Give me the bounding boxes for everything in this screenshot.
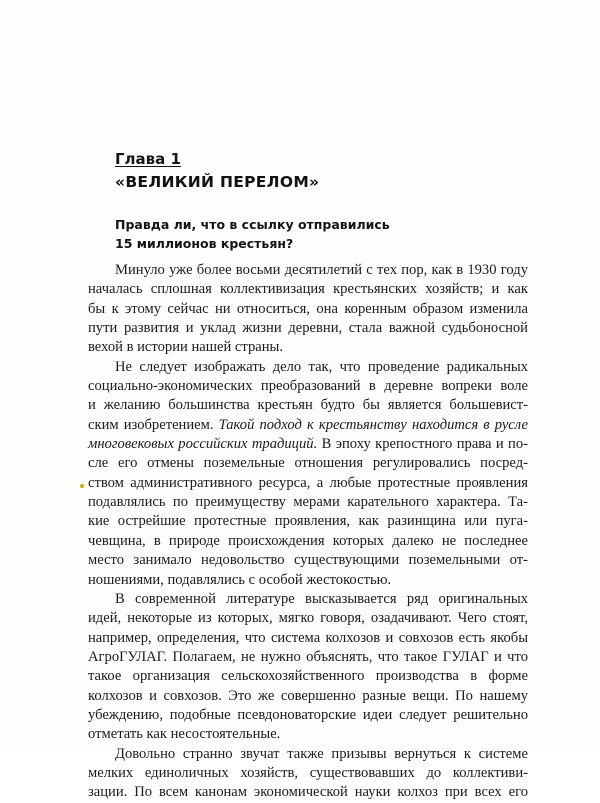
margin-mark: [80, 484, 84, 488]
text-line: такое организация сельскохозяйственного производства в форме: [88, 668, 528, 685]
text-line: сле его отмены поземельные отношения регулировались посред-: [88, 455, 528, 472]
text-line: место занимало недовольство существующими поземельными от-: [88, 552, 528, 569]
chapter-title: «ВЕЛИКИЙ ПЕРЕЛОМ»: [115, 173, 320, 191]
text-line: ством административного ресурса, а любые протестные проявления: [88, 474, 528, 491]
text-line: пути развития и уклад жизни деревни, стала важной судьбоносной: [88, 320, 528, 337]
chapter-label: Глава 1: [115, 150, 181, 168]
text-line: Не следует изображать дело так, что проведение радикальных: [115, 358, 528, 375]
text-line: чевщина, в природе происхождения которых далеко не последнее: [88, 532, 528, 549]
text-line: Довольно странно звучат также призывы вернуться к системе: [115, 745, 528, 762]
text-line: мелких единоличных хозяйств, существовавших до коллективи-: [88, 764, 528, 781]
text-fragment: ским изобретением.: [88, 416, 214, 433]
text-line: [88, 416, 528, 435]
text-line: ношениями, подавлялись с особой жестокостью.: [88, 571, 392, 588]
section-heading: [115, 215, 535, 253]
text-line: убеждению, подобные псевдоноваторские идеи следует решительно: [88, 706, 528, 723]
text-line: В современной литературе высказывается ряд оригинальных: [115, 590, 528, 607]
italic-fragment: многовековых российских традиций.: [88, 436, 318, 453]
text-fragment: В эпоху крепостного права и по-: [321, 436, 528, 453]
text-line: Минуло уже более восьми десятилетий с тех пор, как в 1930 году: [115, 262, 528, 278]
text-line: например, определения, что система колхозов и совхозов есть якобы: [88, 629, 528, 646]
text-line: [88, 435, 528, 454]
text-line: зации. По всем канонам экономической науки колхоз при всех его: [88, 784, 528, 801]
text-line: отметать как несостоятельные.: [88, 726, 281, 743]
text-line: идей, некоторые из которых, мягко говоря, озадачивают. Чего стоят,: [88, 610, 528, 627]
text-line: социально-экономических преобразований в деревне вопреки воле: [88, 378, 528, 395]
text-line: кие острейшие протестные проявления, как разинщина или пуга-: [88, 513, 528, 530]
text-line: АгроГУЛАГ. Полагаем, не нужно объяснять, что такое ГУЛАГ и что: [88, 648, 528, 665]
body-text: [88, 261, 528, 803]
section-heading-line: Правда ли, что в ссылку отправились: [115, 217, 390, 232]
text-line: и желанию большинства крестьян будто бы является большевист-: [88, 397, 528, 414]
text-line: началась сплошная коллективизация крестьянских хозяйств; и как: [88, 281, 528, 298]
section-heading-line: 15 миллионов крестьян?: [115, 236, 294, 251]
text-line: подавлялись по преимуществу мерами карательного характера. Та-: [88, 494, 528, 511]
text-line: бы к этому сейчас ни относиться, она коренным образом изменила: [88, 300, 528, 317]
text-line: колхозов и совхозов. Это же совершенно разные вещи. По нашему: [88, 687, 528, 704]
italic-fragment: Такой подход к крестьянству находится в русле: [218, 416, 528, 433]
text-line: вехой в истории нашей страны.: [88, 339, 283, 356]
